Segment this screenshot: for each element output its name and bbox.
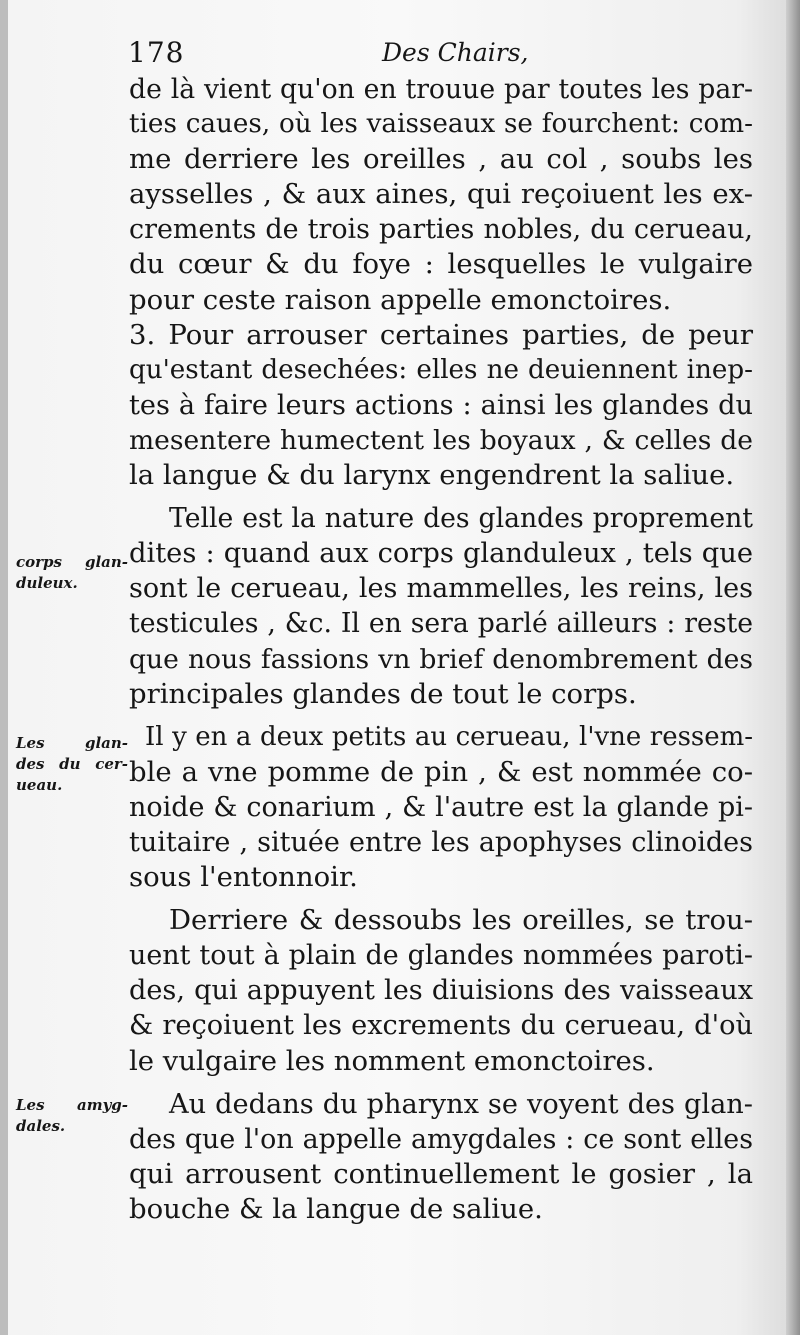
text-line: que nous fassions vn brief denombrement des bbox=[129, 643, 753, 675]
paragraph-gap bbox=[129, 895, 753, 903]
running-title: Des Chairs, bbox=[382, 38, 529, 67]
text-line: qu'estant desechées: elles ne deuiennent inep- bbox=[129, 354, 753, 385]
margin-note-line: Les glan- bbox=[16, 734, 128, 752]
margin-note bbox=[16, 552, 128, 594]
paragraph-gap bbox=[129, 712, 753, 720]
text-line: tuitaire , située entre les apophyses clinoides bbox=[129, 826, 753, 858]
text-line: la langue & du larynx engendrent la saliue. bbox=[129, 459, 735, 492]
margin-note-line: des du cer- bbox=[16, 755, 128, 773]
text-line: Il y en a deux petits au cerueau, l'vne ressem- bbox=[145, 721, 753, 752]
text-line: du cœur & du foye : lesquelles le vulgaire bbox=[129, 248, 753, 281]
text-line: Au dedans du pharynx se voyent des glan- bbox=[169, 1088, 753, 1120]
text-line: le vulgaire les nomment emonctoires. bbox=[129, 1044, 655, 1077]
text-line: noide & conarium , & l'autre est la glande pi- bbox=[129, 791, 753, 823]
text-line: crements de trois parties nobles, du cerueau, bbox=[129, 214, 753, 246]
paragraph bbox=[129, 318, 753, 493]
paragraph bbox=[129, 72, 753, 318]
page-number: 178 bbox=[128, 36, 185, 69]
text-line: sous l'entonnoir. bbox=[129, 861, 358, 894]
text-line: & reçoiuent les excrements du cerueau, d'où bbox=[129, 1010, 753, 1042]
text-line: qui arrousent continuellement le gosier , la bbox=[129, 1157, 753, 1190]
text-line: bouche & la langue de saliue. bbox=[129, 1192, 543, 1225]
text-line: Telle est la nature des glandes proprement bbox=[169, 503, 753, 535]
margin-note-line: dales. bbox=[16, 1117, 66, 1135]
page-header bbox=[128, 36, 748, 76]
text-line: sont le cerueau, les mammelles, les reins, les bbox=[129, 573, 753, 605]
text-line: mesentere humectent les boyaux , & celles de bbox=[129, 424, 753, 456]
paragraph bbox=[129, 903, 753, 1078]
text-line: ties caues, où les vaisseaux se fourchent: com- bbox=[129, 109, 753, 140]
paragraph bbox=[129, 1087, 753, 1227]
margin-note-line: duleux. bbox=[16, 574, 78, 592]
page-edge-left bbox=[0, 0, 8, 1335]
text-line: dites : quand aux corps glanduleux , tels que bbox=[129, 538, 753, 570]
body-text bbox=[129, 72, 753, 1227]
text-line: Derriere & dessoubs les oreilles, se trou- bbox=[169, 904, 753, 937]
text-line: 3. Pour arrouser certaines parties, de peur bbox=[129, 318, 753, 351]
text-line: principales glandes de tout le corps. bbox=[129, 677, 637, 710]
text-line: des que l'on appelle amygdales : ce sont elles bbox=[129, 1123, 753, 1155]
margin-note-line: Les amyg- bbox=[16, 1096, 128, 1114]
text-line: ble a vne pomme de pin , & est nommée co- bbox=[129, 755, 753, 788]
text-line: me derriere les oreilles , au col , soubs les bbox=[129, 143, 753, 176]
page-edge-right bbox=[786, 0, 800, 1335]
margin-note-line: ueau. bbox=[16, 776, 63, 794]
paragraph-gap bbox=[129, 493, 753, 501]
margin-note-line: corps glan- bbox=[16, 553, 128, 571]
paragraph bbox=[129, 501, 753, 712]
text-line: testicules , &c. Il en sera parlé ailleurs : reste bbox=[129, 608, 753, 640]
margin-note bbox=[16, 1095, 128, 1137]
text-line: uent tout à plain de glandes nommées paroti- bbox=[129, 940, 753, 972]
paragraph bbox=[129, 720, 753, 895]
margin-note bbox=[16, 733, 128, 796]
text-line: aysselles , & aux aines, qui reçoiuent les ex- bbox=[129, 178, 753, 211]
text-line: tes à faire leurs actions : ainsi les glandes du bbox=[129, 389, 753, 421]
text-line: pour ceste raison appelle emonctoires. bbox=[129, 283, 672, 316]
text-line: de là vient qu'on en trouue par toutes les par- bbox=[129, 74, 753, 105]
text-line: des, qui appuyent les diuisions des vaisseaux bbox=[129, 975, 753, 1007]
paragraph-gap bbox=[129, 1079, 753, 1087]
